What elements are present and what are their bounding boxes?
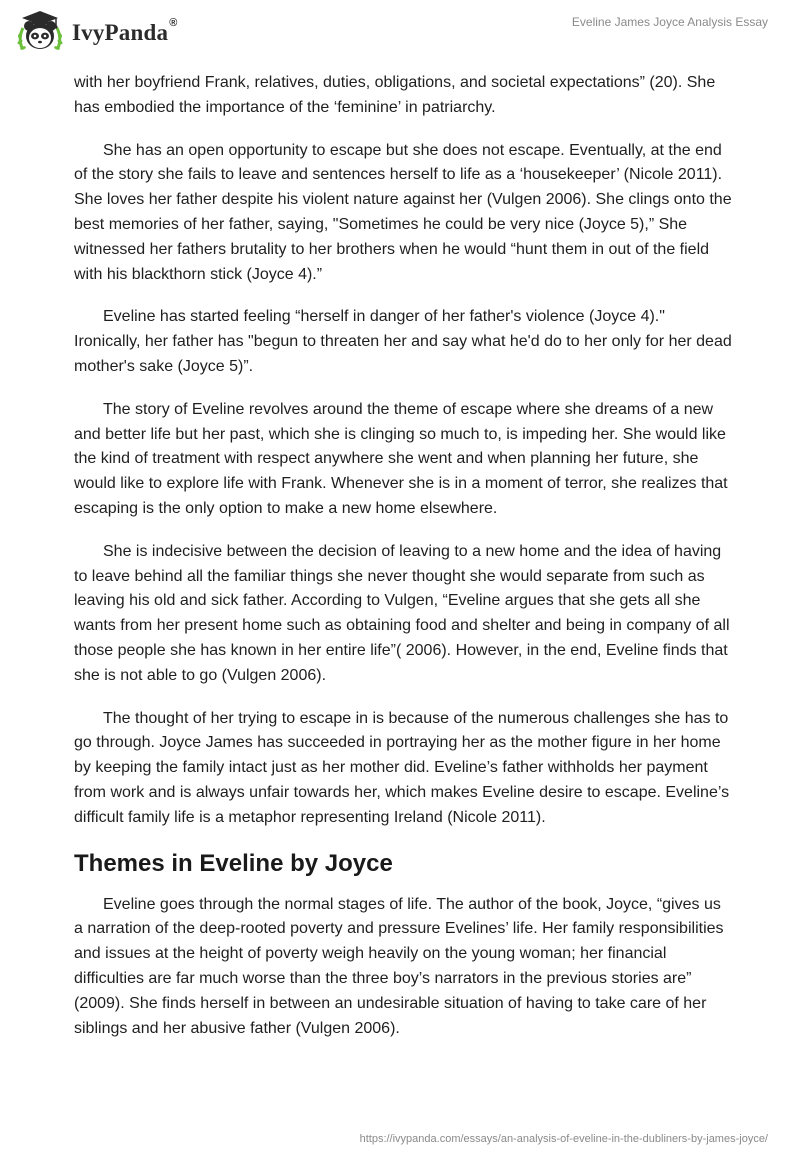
paragraph: Eveline has started feeling “herself in danger of her father's violence (Joyce 4)." Ironically, her father has "begun to threaten her and say what he'd do to her only for her dead mother's sake (Joyce 5)”. [74, 308, 732, 375]
paragraph: Eveline goes through the normal stages of life. The author of the book, Joyce, “gives us a narration of the deep-rooted poverty and pressure Evelines’ life. Her family responsibilities and issues at the height of poverty weigh heavily on the young woman; her financial difficulties are far much worse than the three boy’s narrators in the previous stories are” (2009). She finds herself in between an undesirable situation of having to take care of her siblings and her abusive father (Vulgen 2006). [74, 895, 724, 1037]
source-url[interactable]: https://ivypanda.com/essays/an-analysis-of-eveline-in-the-dubliners-by-james-joyce/ [359, 1133, 768, 1145]
document-title: Eveline James Joyce Analysis Essay [571, 15, 768, 29]
page-header [0, 0, 800, 70]
essay-body [74, 71, 734, 1059]
paragraph: She is indecisive between the decision of leaving to a new home and the idea of having to leave behind all the familiar things she never thought she would separate from such as leaving his old and sick father. According to Vulgen, “Eveline argues that she gets all she wants from her present home such as obtaining food and shelter and being in company of all those people she has known in her entire life”( 2006). However, in the end, Eveline finds that she is not able to go (Vulgen 2006). [74, 542, 730, 684]
paragraph: The story of Eveline revolves around the theme of escape where she dreams of a new and better life but her past, which she is clinging so much to, is impeding her. She would like the kind of treatment with respect anywhere she went and when planning her future, she would like to explore life with Frank. Whenever she is in a moment of terror, she realizes that escaping is the only option to make a new home elsewhere. [74, 400, 728, 517]
logo-wordmark: IvyPanda [72, 20, 169, 45]
paragraph: She has an open opportunity to escape but she does not escape. Eventually, at the end of the story she fails to leave and sentences herself to life as a ‘housekeeper’ (Nicole 2011). She loves her father despite his violent nature against her (Vulgen 2006). She clings onto the best memories of her father, saying, "Sometimes he could be very nice (Joyce 5),” She witnessed her fathers brutality to her brothers when he would “hunt them in out of the field with his blackthorn stick (Joyce 4).” [74, 141, 732, 283]
panda-graduate-icon [14, 8, 66, 56]
registered-mark: ® [169, 17, 178, 29]
paragraph-continued: with her boyfriend Frank, relatives, duties, obligations, and societal expectations” (20). She has embodied the importance of the ‘feminine’ in patriarchy. [74, 74, 716, 116]
ivypanda-logo[interactable] [14, 8, 177, 56]
paragraph: The thought of her trying to escape in is because of the numerous challenges she has to go through. Joyce James has succeeded in portraying her as the mother figure in her home by keeping the family intact just as her mother did. Eveline’s father withholds her payment from work and is always unfair towards her, which makes Eveline desire to escape. Eveline’s difficult family life is a metaphor representing Ireland (Nicole 2011). [74, 709, 730, 826]
section-heading: Themes in Eveline by Joyce [74, 849, 393, 877]
